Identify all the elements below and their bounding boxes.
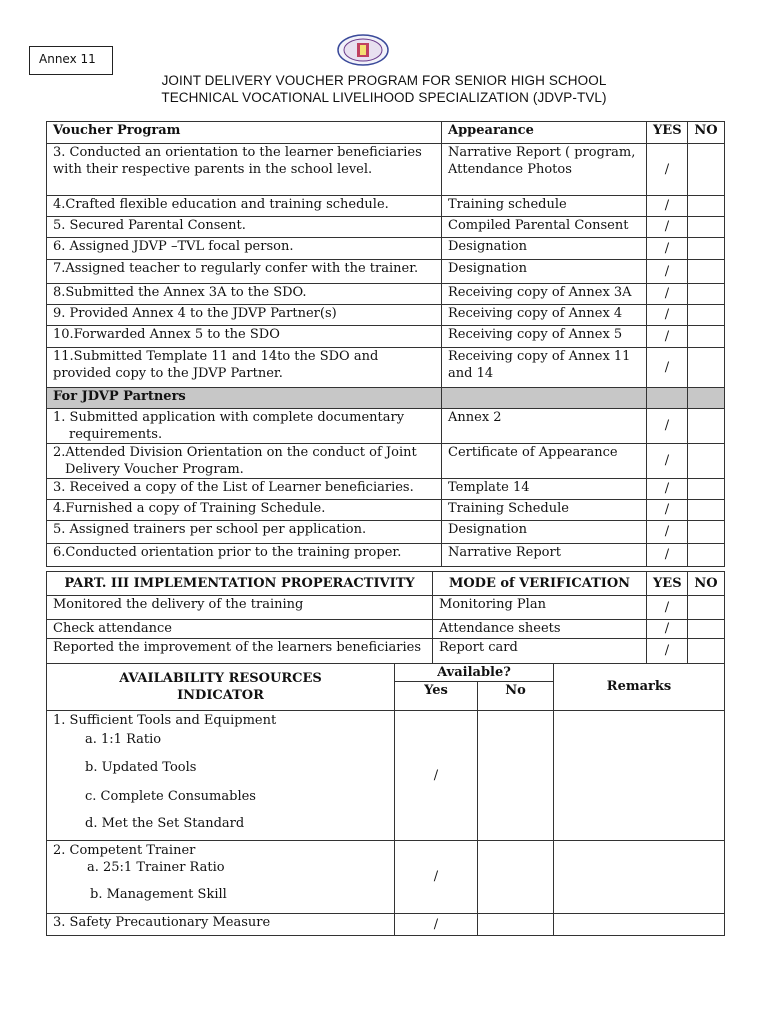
yes-check: / [647,521,688,544]
program-cell: 7.Assigned teacher to regularly confer with the trainer. [47,260,442,284]
header-mode-of-verification: MODE of VERIFICATION [433,572,647,596]
program-cell: 2.Attended Division Orientation on the conduct of Joint Delivery Voucher Program. [47,444,442,479]
no-cell [688,238,725,260]
header-appearance: Appearance [442,122,647,144]
table-row [47,326,725,348]
yes-check: / [647,238,688,260]
table-row [47,305,725,326]
indicator-cell: 2. Competent Trainer a. 25:1 Trainer Ratio b. Management Skill [47,841,395,914]
no-cell [688,521,725,544]
remarks-cell [554,711,725,841]
appearance-cell: Receiving copy of Annex 3A [442,284,647,305]
header-no: NO [688,122,725,144]
table-row [47,841,725,914]
no-cell [688,500,725,521]
remarks-cell [554,914,725,936]
partners-heading: For JDVP Partners [47,388,442,409]
yes-check: / [395,914,478,936]
no-cell [688,596,725,620]
title-line2: TECHNICAL VOCATIONAL LIVELIHOOD SPECIALIZATION (JDVP-TVL) [161,90,607,105]
program-cell: 6. Assigned JDVP –TVL focal person. [47,238,442,260]
table-row [47,596,725,620]
activity-cell: Monitored the delivery of the training [47,596,433,620]
yes-check: / [647,444,688,479]
no-cell [688,217,725,238]
yes-check: / [647,305,688,326]
deped-seal-logo [337,34,389,66]
table-row [47,544,725,567]
table-row [47,521,725,544]
appearance-cell: Designation [442,521,647,544]
mode-cell: Attendance sheets [433,620,647,639]
table-row [47,479,725,500]
no-cell [688,620,725,639]
appearance-cell: Receiving copy of Annex 5 [442,326,647,348]
program-cell: 1. Submitted application with complete documentary requirements. [47,409,442,444]
no-cell [478,711,554,841]
yes-check: / [647,620,688,639]
yes-check: / [647,500,688,521]
table-row [47,638,725,663]
appearance-cell: Template 14 [442,479,647,500]
program-cell: 5. Secured Parental Consent. [47,217,442,238]
header-available: Available? [395,664,554,682]
no-cell [688,348,725,388]
appearance-cell: Training Schedule [442,500,647,521]
yes-check: / [647,544,688,567]
program-cell: 4.Crafted flexible education and training schedule. [47,196,442,217]
table-row [47,409,725,444]
yes-check: / [647,479,688,500]
program-cell: 8.Submitted the Annex 3A to the SDO. [47,284,442,305]
yes-check: / [647,260,688,284]
yes-check: / [647,409,688,444]
yes-check: / [647,144,688,196]
appearance-cell: Narrative Report [442,544,647,567]
no-cell [688,444,725,479]
indicator-cell: 1. Sufficient Tools and Equipment a. 1:1 Ratio b. Updated Tools c. Complete Consumables d. Met the Set Standard [47,711,395,841]
header-activity: PART. III IMPLEMENTATION PROPERACTIVITY [47,572,433,596]
header-no: NO [688,572,725,596]
table-row [47,284,725,305]
no-cell [688,260,725,284]
no-cell [688,144,725,196]
table-row [47,196,725,217]
header-yes: Yes [395,682,478,711]
partners-heading-row [47,388,725,409]
yes-check: / [647,596,688,620]
yes-check: / [395,841,478,914]
header-voucher-program: Voucher Program [47,122,442,144]
appearance-cell: Certificate of Appearance [442,444,647,479]
table-row [47,348,725,388]
appearance-cell: Annex 2 [442,409,647,444]
table-row [47,144,725,196]
indicator-cell: 3. Safety Precautionary Measure [47,914,395,936]
voucher-program-table [46,121,725,567]
program-cell: 5. Assigned trainers per school per application. [47,521,442,544]
no-cell [688,326,725,348]
table-row [47,260,725,284]
no-cell [688,638,725,663]
remarks-cell [554,841,725,914]
yes-check: / [647,638,688,663]
header-remarks: Remarks [554,664,725,711]
activity-cell: Reported the improvement of the learners beneficiaries [47,638,433,663]
no-cell [688,544,725,567]
mode-cell: Monitoring Plan [433,596,647,620]
annex-label: Annex 11 [29,46,113,75]
availability-resources-table [46,663,725,936]
header-yes: YES [647,572,688,596]
appearance-cell: Designation [442,238,647,260]
title-line1: JOINT DELIVERY VOUCHER PROGRAM FOR SENIOR HIGH SCHOOL [161,73,607,88]
table-row [47,444,725,479]
yes-check: / [647,284,688,305]
program-cell: 4.Furnished a copy of Training Schedule. [47,500,442,521]
no-cell [688,284,725,305]
yes-check: / [647,348,688,388]
appearance-cell: Compiled Parental Consent [442,217,647,238]
program-cell: 3. Received a copy of the List of Learner beneficiaries. [47,479,442,500]
no-cell [688,409,725,444]
table-row [47,711,725,841]
header-indicator: AVAILABILITY RESOURCES INDICATOR [47,664,395,711]
yes-check: / [647,326,688,348]
yes-check: / [647,217,688,238]
program-cell: 10.Forwarded Annex 5 to the SDO [47,326,442,348]
activity-cell: Check attendance [47,620,433,639]
no-cell [478,841,554,914]
mode-cell: Report card [433,638,647,663]
program-cell: 3. Conducted an orientation to the learner beneficiaries with their respective parents in the school level. [47,144,442,196]
header-yes: YES [647,122,688,144]
table-row [47,238,725,260]
table-row [47,500,725,521]
table-row [47,620,725,639]
no-cell [688,196,725,217]
no-cell [688,305,725,326]
no-cell [478,914,554,936]
appearance-cell: Receiving copy of Annex 11 and 14 [442,348,647,388]
program-cell: 11.Submitted Template 11 and 14to the SDO and provided copy to the JDVP Partner. [47,348,442,388]
implementation-table [46,571,725,664]
appearance-cell: Narrative Report ( program, Attendance Photos [442,144,647,196]
table-row [47,914,725,936]
program-cell: 6.Conducted orientation prior to the training proper. [47,544,442,567]
yes-check: / [395,711,478,841]
program-cell: 9. Provided Annex 4 to the JDVP Partner(s) [47,305,442,326]
appearance-cell: Designation [442,260,647,284]
appearance-cell: Training schedule [442,196,647,217]
header-no: No [478,682,554,711]
no-cell [688,479,725,500]
table-row [47,217,725,238]
appearance-cell: Receiving copy of Annex 4 [442,305,647,326]
yes-check: / [647,196,688,217]
